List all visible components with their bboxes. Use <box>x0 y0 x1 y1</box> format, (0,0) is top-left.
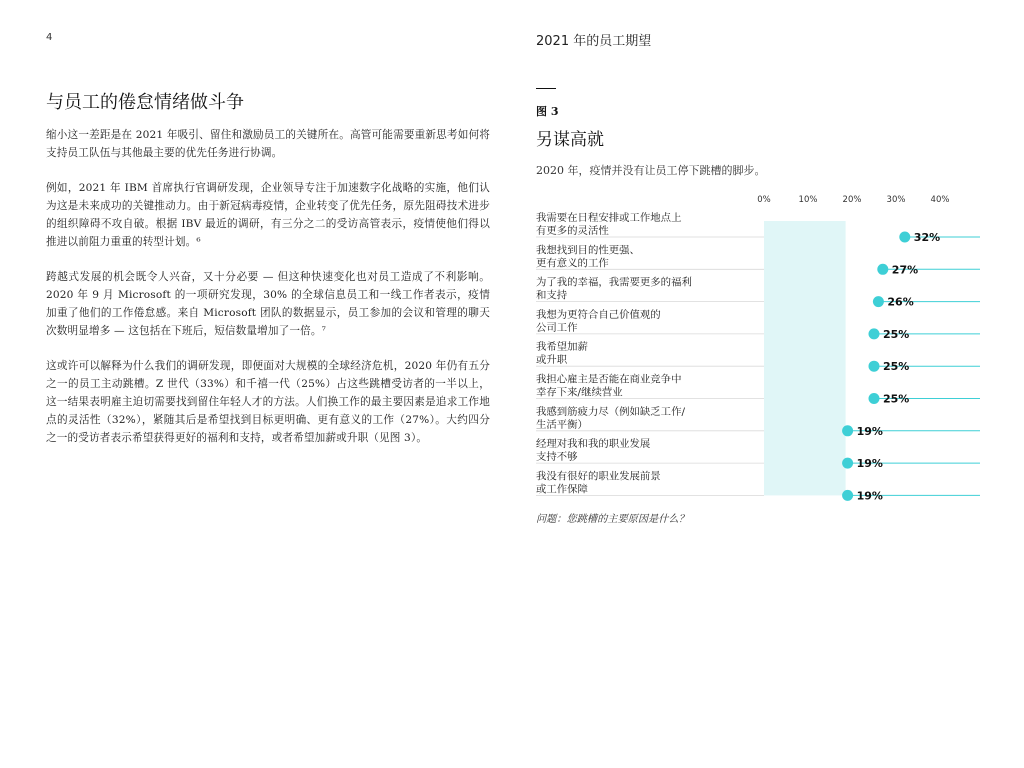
paragraph-3: 跨越式发展的机会既令人兴奋，又十分必要 — 但这种快速变化也对员工造成了不利影响。2020 年 9 月 Microsoft 的一项研究发现，30% 的全球信息员工和一线工作者表示，疫情加重了他们的工作倦怠感。来自 Microsoft 团队的数据显示，员工参加的会议和管理的聊天次数明显增多 — 这包括在下班后，短信数量增加了一倍。⁷ <box>46 271 490 337</box>
x-tick-label: 40% <box>930 195 950 205</box>
category-label: 幸存下来/继续营业 <box>536 386 623 399</box>
page-number: 4 <box>46 32 53 43</box>
figure-title: 另谋高就 <box>536 130 604 150</box>
survey-question: 问题：您跳槽的主要原因是什么？ <box>536 514 689 525</box>
x-tick-label: 20% <box>842 195 862 205</box>
value-dot <box>869 361 880 372</box>
value-label: 25% <box>883 327 910 341</box>
category-label: 或升职 <box>536 354 568 367</box>
category-label: 为了我的幸福，我需要更多的福利 <box>536 276 692 289</box>
figure-header <box>536 88 980 178</box>
value-label: 25% <box>883 360 910 374</box>
category-label: 我想找到目的性更强、 <box>536 244 640 257</box>
x-tick-label: 0% <box>757 195 771 205</box>
value-band <box>764 221 846 495</box>
category-label: 我想为更符合自己价值观的 <box>536 308 661 321</box>
value-label: 27% <box>891 263 919 277</box>
paragraph-4: 这或许可以解释为什么我们的调研发现，即便面对大规模的全球经济危机，2020 年仍有五分之一的员工主动跳槽。Z 世代（33%）和千禧一代（25%）占这些跳槽受访者的一半以上，这一结果表明雇主迫切需要找到留住年轻人才的方法。人们换工作的最主要因素是追求工作地点的灵活性（32%），紧随其后是希望找到目标更明确、更有意义的工作（27%）。大约四分之一的受访者表示希望获得更好的福利和支持，或者希望加薪或升职（见图 3）。 <box>46 360 490 444</box>
category-label: 我需要在日程安排或工作地点上 <box>536 212 682 224</box>
category-label: 我感到筋疲力尽（例如缺乏工作/ <box>536 405 685 418</box>
value-dot <box>877 264 888 275</box>
paragraph-2: 例如，2021 年 IBM 首席执行官调研发现，企业领导专注于加速数字化战略的实施，他们认为这是未来成功的关键推动力。由于新冠病毒疫情，企业转变了优先任务，原先阻碍技术进步的组织障碍不攻自破。根据 IBV 最近的调研，有三分之二的受访高管表示，疫情使他们得以推进以前阻力重重的转型计划。⁶ <box>46 182 490 248</box>
x-tick-label: 10% <box>798 195 818 205</box>
value-dot <box>899 232 910 243</box>
category-label: 和支持 <box>536 289 568 302</box>
value-label: 19% <box>856 424 883 438</box>
value-label: 26% <box>887 295 914 309</box>
category-label: 有更多的灵活性 <box>536 225 609 237</box>
category-label: 公司工作 <box>536 321 578 334</box>
figure-label: 图 3 <box>536 105 559 118</box>
category-label: 更有意义的工作 <box>536 257 609 270</box>
section-title: 与员工的倦怠情绪做斗争 <box>46 92 244 113</box>
value-dot <box>869 393 880 404</box>
value-dot <box>842 425 853 436</box>
category-label: 或工作保障 <box>536 483 588 496</box>
category-label: 我担心雇主是否能在商业竞争中 <box>536 373 682 386</box>
category-label: 支持不够 <box>536 451 578 464</box>
category-label: 我没有很好的职业发展前景 <box>536 470 661 483</box>
article-column <box>46 88 490 464</box>
figure-subtitle: 2020 年，疫情并没有让员工停下跳槽的脚步。 <box>536 164 766 177</box>
value-dot <box>842 458 853 469</box>
value-dot <box>842 490 853 501</box>
chart-container <box>536 186 996 506</box>
category-label: 我希望加薪 <box>536 341 588 354</box>
figure-rule <box>536 88 556 89</box>
value-dot <box>873 296 884 307</box>
value-label: 19% <box>856 457 883 471</box>
running-header: 2021 年的员工期望 <box>536 34 652 49</box>
category-label: 生活平衡） <box>536 418 588 431</box>
dot-chart <box>536 186 996 506</box>
value-label: 19% <box>856 489 883 503</box>
category-label: 经理对我和我的职业发展 <box>536 438 651 451</box>
value-label: 32% <box>913 231 941 244</box>
paragraph-1: 缩小这一差距是在 2021 年吸引、留住和激励员工的关键所在。高管可能需要重新思考如何将支持员工队伍与其他最主要的优先任务进行协调。 <box>46 129 490 159</box>
x-tick-label: 30% <box>886 195 906 205</box>
value-label: 25% <box>883 392 910 406</box>
value-dot <box>869 328 880 339</box>
